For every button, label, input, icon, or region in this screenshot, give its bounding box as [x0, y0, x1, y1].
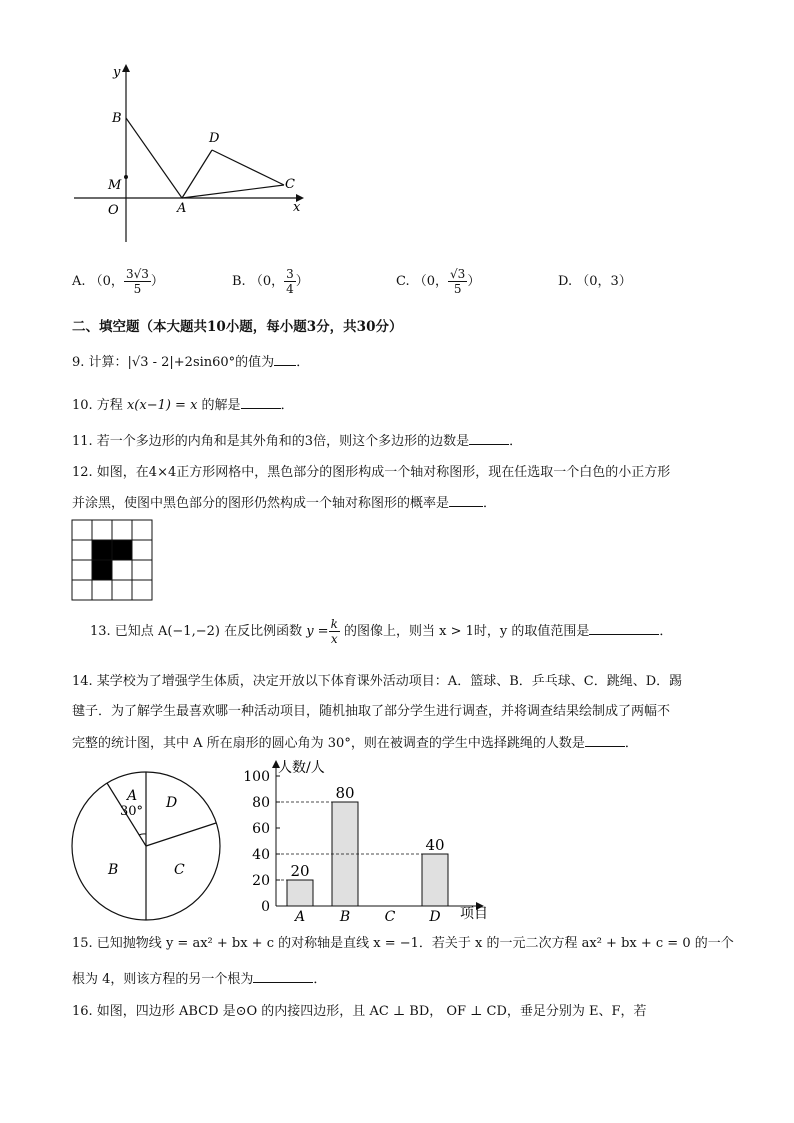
question-9: 9. 计算：|√3 - 2|+2sin60°的值为 ．	[72, 355, 310, 370]
bar-B	[332, 802, 358, 906]
category-label-C: C	[384, 909, 396, 925]
bar-D	[422, 854, 448, 906]
segment-BA	[126, 118, 182, 198]
y-tick-label: 0	[261, 899, 270, 915]
pie-label-C: C	[174, 862, 185, 878]
y-axis-arrow	[122, 64, 130, 72]
label-B: B	[112, 111, 122, 126]
pie-label-A: A	[127, 788, 138, 804]
segment-DC	[212, 150, 284, 185]
pie-label-D: D	[166, 795, 178, 811]
grid-figure	[71, 519, 155, 603]
data-label-B: 80	[335, 784, 355, 802]
black-cell	[92, 540, 112, 560]
option-b: B. （0， $\frac{3}{4}$ ）	[232, 267, 309, 296]
label-y: y	[113, 65, 121, 80]
category-label-B: B	[339, 909, 351, 925]
question-12-line1: 12. 如图，在4×4正方形网格中，黑色部分的图形构成一个轴对称图形，现在任选取一个白色的小正方形	[72, 465, 671, 480]
category-label-A: A	[294, 909, 306, 925]
section-title: 二、填空题（本大题共10小题，每小题3分，共30分）	[72, 319, 403, 335]
y-tick-label: 80	[252, 795, 270, 811]
bar-A	[287, 880, 313, 906]
pie-radius-D	[146, 823, 216, 846]
category-label-D: D	[429, 909, 441, 925]
bar-ylabel: 人数/人	[278, 760, 325, 776]
question-14-line2: 毽子．为了解学生最喜欢哪一种活动项目，随机抽取了部分学生进行调查，并将调查结果绘制成了两幅不	[72, 704, 671, 719]
option-c: C. （0， $\frac{√3}{5}$ ）	[396, 267, 481, 296]
bar-xlabel: 项目	[460, 906, 488, 922]
segment-AC	[182, 185, 284, 198]
question-14-line3: 完整的统计图，其中 A 所在扇形的圆心角为 30°，则在被调查的学生中选择跳绳的人数是 ．	[72, 736, 638, 751]
question-10: 10. 方程 x(x−1) = x 的解是 ．	[72, 398, 294, 413]
label-x: x	[293, 200, 301, 215]
pie-label-angle: 30°	[120, 804, 144, 819]
point-M	[124, 175, 128, 179]
option-d: D. （0，3）	[558, 274, 632, 289]
label-M: M	[108, 178, 122, 193]
label-C: C	[285, 177, 295, 192]
question-14-line1: 14. 某学校为了增强学生体质，决定开放以下体育课外活动项目：A．篮球、B．乒乓球、C．跳绳、D．踢	[72, 674, 683, 689]
y-tick-label: 40	[252, 847, 270, 863]
pie-label-B: B	[108, 862, 119, 878]
label-O: O	[108, 203, 119, 218]
question-11: 11. 若一个多边形的内角和是其外角和的3倍，则这个多边形的边数是 ．	[72, 434, 523, 449]
data-label-A: 20	[290, 862, 310, 880]
bar-chart	[240, 756, 500, 926]
y-tick-label: 100	[243, 769, 270, 785]
question-15-line1: 15. 已知抛物线 y = ax² + bx + c 的对称轴是直线 x = −1．若关于 x 的一元二次方程 ax² + bx + c = 0 的一个	[72, 936, 734, 951]
question-15-line2: 根为 4，则该方程的另一个根为 ．	[72, 972, 327, 987]
black-cell	[92, 560, 112, 580]
label-D: D	[209, 131, 220, 146]
y-tick-label: 20	[252, 873, 270, 889]
black-cell	[112, 540, 132, 560]
question-16: 16. 如图，四边形 ABCD 是⊙O 的内接四边形，且 AC ⊥ BD， OF ⊥ CD，垂足分别为 E、F，若	[72, 1004, 647, 1019]
pie-chart	[70, 768, 230, 928]
segment-AD	[182, 150, 212, 198]
angle-arc	[139, 834, 146, 835]
question-13: 13. 已知点 A(−1,−2) 在反比例函数 y = $\frac{k}{x}$ 的图像上，则当 x > 1时，y 的取值范围是 ．	[90, 617, 673, 646]
y-tick-label: 60	[252, 821, 270, 837]
data-label-D: 40	[425, 836, 445, 854]
question-12-line2: 并涂黑，使图中黑色部分的图形仍然构成一个轴对称图形的概率是 ．	[72, 496, 497, 511]
option-a: A. （0， $\frac{3√3}{5}$ ）	[72, 267, 164, 296]
label-A: A	[177, 201, 187, 216]
coordinate-figure	[60, 58, 320, 248]
